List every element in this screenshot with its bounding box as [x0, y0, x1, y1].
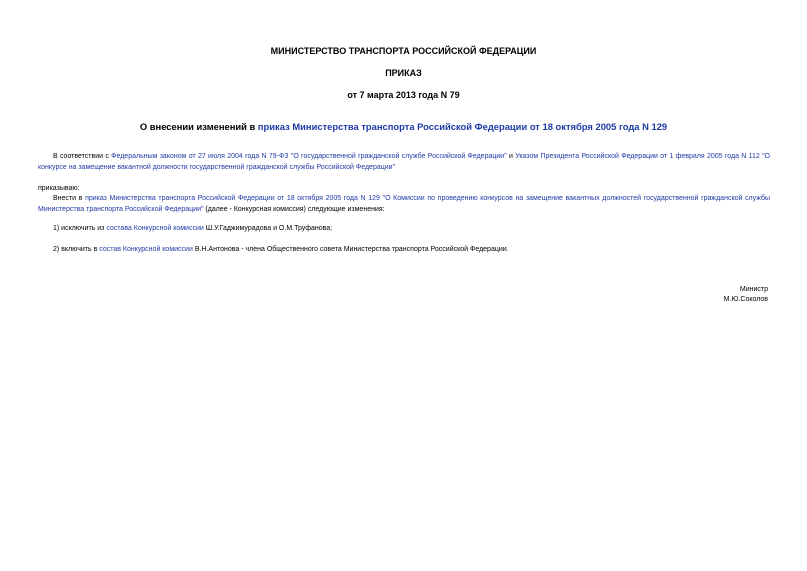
order-129-link[interactable]: приказ Министерства транспорта Российской Федерации от 18 октября 2005 года N 129 "О Комиссии по проведению конкурсов на замещение вакантных должностей государственной гражданской службы Министерства транспорта Российской Федерации" [38, 195, 770, 213]
item-2-text-1: 2) включить в [53, 246, 100, 253]
commission-composition-link-1[interactable]: состава Конкурсной комиссии [106, 225, 204, 232]
order-word: приказываю: [38, 185, 80, 192]
signature-name: М.Ю.Соколов [723, 296, 768, 303]
commission-composition-link-2[interactable]: состав Конкурсной комиссии [99, 246, 193, 253]
item-1-text-1: 1) исключить из [53, 225, 107, 232]
item-2-text-2: В.Н.Антонова - члена Общественного совета Министерства транспорта Российской Федерации. [192, 246, 509, 253]
amendment-item-2 [38, 245, 770, 256]
paragraph-amendment [38, 194, 770, 215]
date-number-heading: от 7 марта 2013 года N 79 [347, 90, 460, 100]
amendment-item-1 [38, 224, 770, 235]
paragraph-basis-text-2: и [506, 153, 516, 160]
title-prefix: О внесении изменений в [139, 121, 258, 132]
title-order-link[interactable]: приказ Министерства транспорта Российской Федерации от 18 октября 2005 года N 129 [257, 121, 668, 132]
paragraph-basis-text-1: В соответствии с [53, 153, 112, 160]
paragraph-amendment-text-1: Внести в [53, 195, 86, 202]
ministry-heading: МИНИСТЕРСТВО ТРАНСПОРТА РОССИЙСКОЙ ФЕДЕРАЦИИ [270, 46, 537, 56]
item-1-text-2: Ш.У.Гаджимурадова и О.М.Труфанова; [203, 225, 333, 232]
signature-position: Министр [739, 286, 768, 293]
doc-type-heading: ПРИКАЗ [385, 68, 422, 78]
federal-law-link[interactable]: Федеральным законом от 27 июля 2004 года N 79-ФЗ "О государственной гражданской службе Российской Федерации" [111, 153, 507, 160]
paragraph-basis [38, 152, 770, 173]
document-title [0, 121, 807, 132]
paragraph-amendment-text-2: (далее - Конкурсная комиссия) следующие изменения: [203, 205, 385, 213]
presidential-decree-link[interactable]: Указом Президента Российской Федерации от 1 февраля 2005 года N 112 "О конкурсе на замещение вакантной должности государственной гражданской службы Российской Федерации" [38, 153, 771, 171]
